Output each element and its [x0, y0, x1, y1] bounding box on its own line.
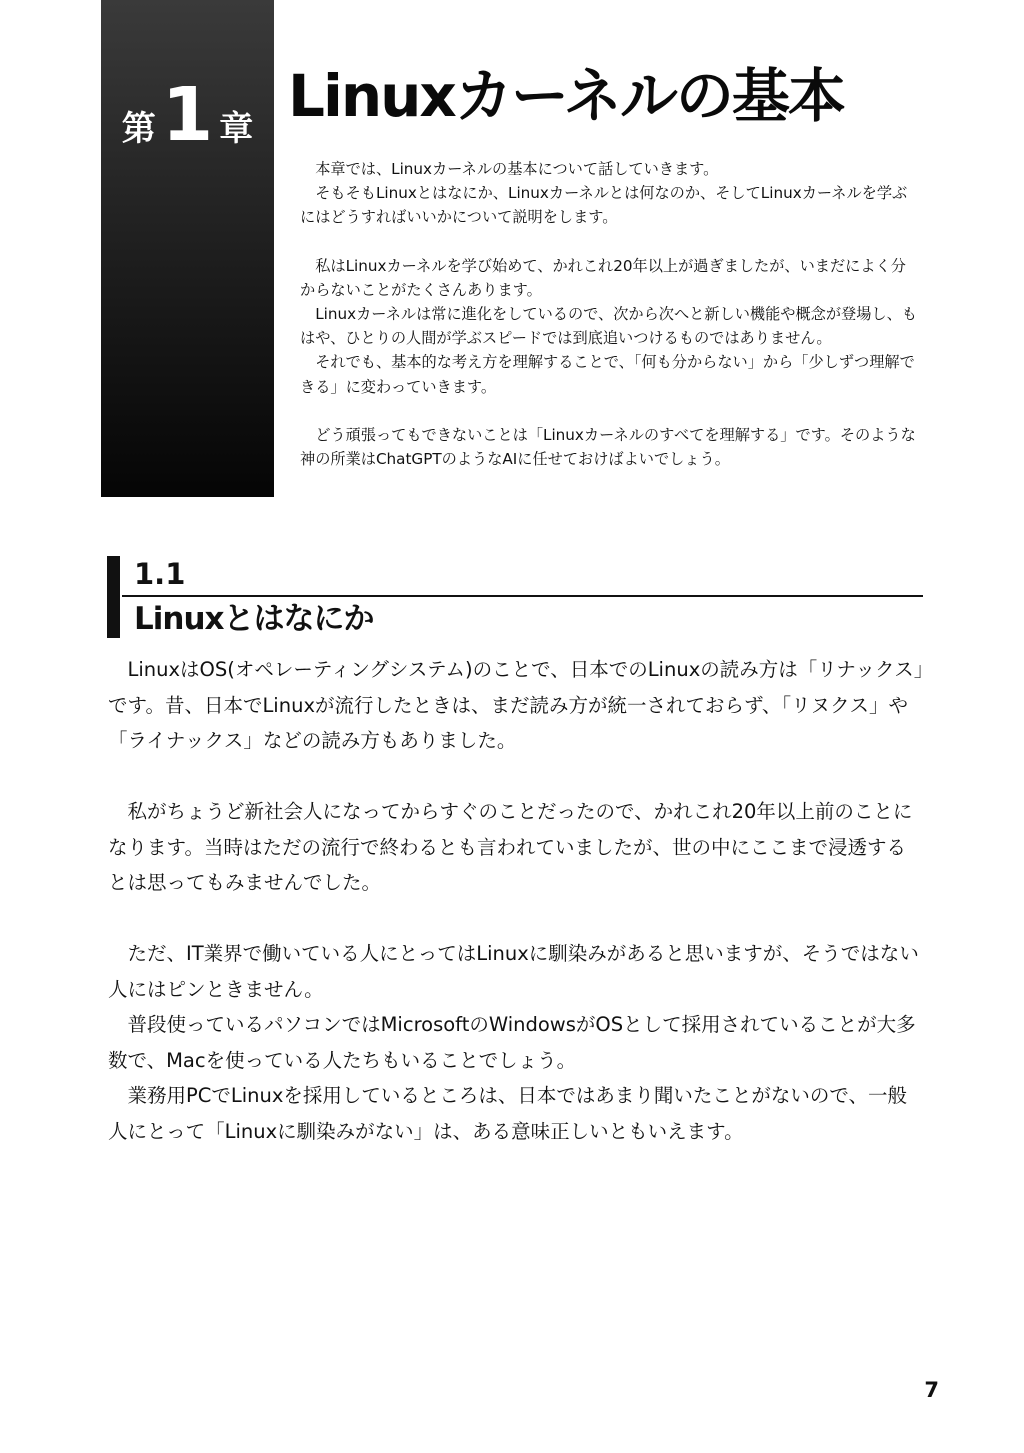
- body-paragraph: 業務用PCでLinuxを採用しているところは、日本ではあまり聞いたことがないので、一般人にとって「Linuxに馴染みがない」は、ある意味正しいともいえます。: [108, 1084, 908, 1143]
- intro-paragraph: それでも、基本的な考え方を理解することで、「何も分からない」から「少しずつ理解できる」に変わっていきます。: [300, 353, 915, 396]
- intro-paragraph: Linuxカーネルは常に進化をしているので、次から次へと新しい機能や概念が登場し、もはや、ひとりの人間が学ぶスピードでは到底追いつけるものではありません。: [300, 305, 917, 348]
- intro-paragraph: 本章では、Linuxカーネルの基本について話していきます。: [315, 160, 719, 178]
- body-paragraph: LinuxはOS(オペレーティングシステム)のことで、日本でのLinuxの読み方は「リナックス」です。昔、日本でLinuxが流行したときは、まだ読み方が統一されておらず、「リヌクス」や「ライナックス」などの読み方もありました。: [108, 658, 924, 752]
- section-title: Linuxとはなにか: [134, 601, 374, 637]
- intro-paragraph: そもそもLinuxとはなにか、Linuxカーネルとは何なのか、そしてLinuxカーネルを学ぶにはどうすればいいかについて説明をします。: [300, 184, 908, 227]
- chapter-label: [101, 72, 274, 158]
- intro-paragraph: 私はLinuxカーネルを学び始めて、かれこれ20年以上が過ぎましたが、いまだによく分からないことがたくさんあります。: [300, 256, 906, 299]
- section-heading-marker: [107, 556, 120, 638]
- page-number: 7: [924, 1378, 939, 1402]
- chapter-intro: [300, 157, 920, 471]
- body-paragraph: 私がちょうど新社会人になってからすぐのことだったので、かれこれ20年以上前のことになります。当時はただの流行で終わるとも言われていましたが、世の中にここまで浸透するとは思ってもみませんでした。: [108, 800, 913, 894]
- chapter-prefix: 第: [121, 109, 156, 149]
- body-paragraph: ただ、IT業界で働いている人にとってはLinuxに馴染みがあると思いますが、そうではない人にはピンときません。: [108, 942, 919, 1001]
- chapter-sidebar: [101, 0, 274, 497]
- section-number: 1.1: [134, 557, 186, 591]
- body-paragraph: 普段使っているパソコンではMicrosoftのWindowsがOSとして採用されていることが大多数で、Macを使っている人たちもいることでしょう。: [108, 1013, 916, 1072]
- intro-paragraph: どう頑張ってもできないことは「Linuxカーネルのすべてを理解する」です。そのような神の所業はChatGPTのようなAIに任せておけばよいでしょう。: [300, 425, 916, 469]
- chapter-title: Linuxカーネルの基本: [288, 62, 844, 130]
- section-body: [108, 652, 924, 1149]
- chapter-suffix: 章: [219, 109, 254, 149]
- section-heading-rule: [122, 595, 923, 597]
- chapter-number: 1: [161, 72, 214, 158]
